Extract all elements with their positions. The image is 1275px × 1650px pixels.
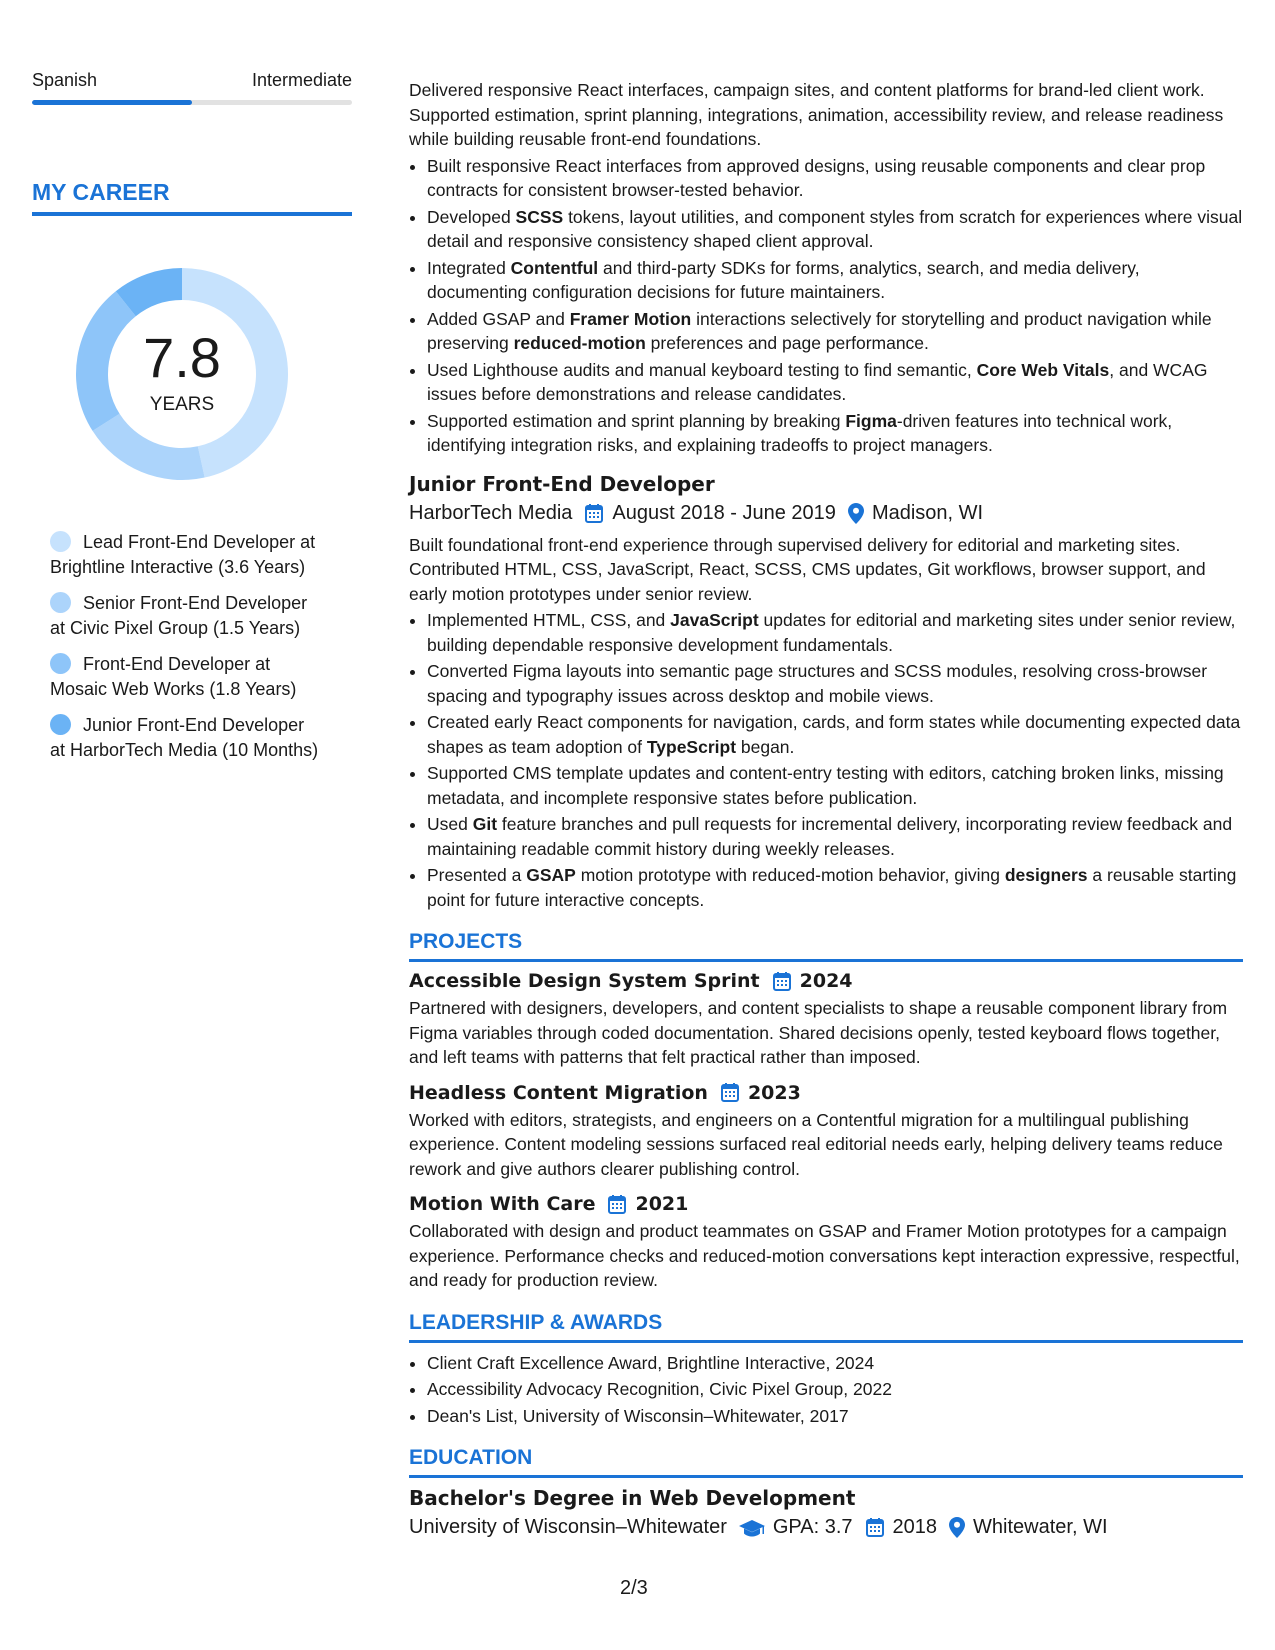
- bullet-item: [427, 205, 1243, 254]
- bullet-text: Added GSAP and: [427, 308, 570, 329]
- career-donut-chart: [66, 258, 298, 490]
- language-level: Intermediate: [251, 70, 352, 90]
- bullet-text: Supported CMS template updates and content-entry testing with editors, catching broken links, missing metadata, and incomplete responsive states before publication.: [427, 763, 1224, 808]
- bullet-text: preferences and page performance.: [645, 333, 929, 353]
- bullet-text: Implemented HTML, CSS, and: [427, 610, 671, 630]
- school-name: University of Wisconsin–Whitewater: [409, 1516, 727, 1538]
- award-item: • Dean's List, University of Wisconsin–Whitewater, 2017: [427, 1404, 1243, 1429]
- award-item: • Accessibility Advocacy Recognition, Civic Pixel Group, 2022: [427, 1377, 1243, 1402]
- language-proficiency-fill: [32, 100, 192, 105]
- legend-label: Senior Front-End Developer at Civic Pixel Group (1.5 Years): [50, 593, 308, 638]
- bullet-text: -driven features into technical work, identifying integration risks, and explaining tradeoffs to project managers.: [427, 410, 1173, 455]
- bullet-emphasis: reduced-motion: [513, 333, 646, 353]
- section-rule: [409, 959, 1243, 962]
- bullet-text: Built responsive React interfaces from approved designs, using reusable components and clear prop contracts for consistent browser-tested behavior.: [427, 155, 1206, 200]
- legend-item: [50, 713, 320, 763]
- main-content: [409, 78, 1243, 1547]
- project-title-row: [409, 1193, 1243, 1215]
- bullet-item: [427, 812, 1243, 861]
- calendar-icon: [720, 1082, 740, 1103]
- bullet-item: [427, 710, 1243, 759]
- career-legend: [32, 530, 352, 763]
- legend-label: Front-End Developer at Mosaic Web Works (1.8 Years): [50, 654, 297, 699]
- project-title: Headless Content Migration: [409, 1081, 708, 1104]
- sidebar: [32, 70, 352, 774]
- language-row: [32, 70, 352, 91]
- bullet-text: began.: [736, 736, 795, 757]
- bullet-emphasis: Git: [472, 814, 498, 834]
- legend-label: Lead Front-End Developer at Brightline Interactive (3.6 Years): [50, 532, 316, 577]
- project-description: Collaborated with design and product teammates on GSAP and Framer Motion prototypes for a campaign experience. Performance checks and reduced-motion conversations kept interaction expressive, respectful, and ready for production review.: [409, 1221, 1240, 1290]
- bullet-text: Supported estimation and sprint planning by breaking: [427, 410, 846, 431]
- bullet-text: feature branches and pull requests for incremental delivery, incorporating review feedback and maintaining readable commit history during weekly releases.: [427, 814, 1233, 859]
- calendar-icon: [865, 1517, 885, 1538]
- map-pin-icon: [949, 1517, 965, 1538]
- award-item: • Client Craft Excellence Award, Brightline Interactive, 2024: [427, 1351, 1243, 1376]
- job-bullets: [409, 608, 1243, 912]
- bullet-item: [427, 358, 1243, 407]
- project-title: Motion With Care: [409, 1193, 596, 1215]
- bullet-text: tokens, layout utilities, and component styles from scratch for experiences where visual detail and responsive consistency shaped client approval.: [427, 206, 1243, 251]
- bullet-item: [427, 256, 1243, 305]
- bullet-text: Used: [427, 814, 473, 834]
- company-name: HarborTech Media: [409, 501, 573, 524]
- bullet-emphasis: JavaScript: [670, 610, 759, 630]
- projects-heading: PROJECTS: [409, 930, 523, 953]
- bullet-item: [427, 761, 1243, 810]
- job-bullets: [409, 154, 1243, 458]
- project-year: 2024: [799, 970, 853, 992]
- awards-heading: LEADERSHIP & AWARDS: [409, 1310, 663, 1334]
- bullet-emphasis: Figma: [845, 410, 897, 431]
- legend-dot: [50, 653, 71, 674]
- language-proficiency-bar: [32, 100, 352, 105]
- bullet-text: Converted Figma layouts into semantic page structures and SCSS modules, resolving cross-browser spacing and typography issues across desktop and mobile views.: [427, 661, 1208, 706]
- project-year: 2023: [747, 1081, 801, 1104]
- legend-item: [50, 652, 320, 702]
- bullet-text: interactions selectively for storytelling and product navigation while preserving: [427, 308, 1212, 353]
- education-heading: EDUCATION: [409, 1446, 533, 1469]
- job-title: Junior Front-End Developer: [409, 471, 715, 496]
- project-description: Worked with editors, strategists, and engineers on a Contentful migration for a multilingual publishing experience. Content modeling sessions surfaced real editorial needs early, helping delivery teams reduce rework and give authors clearer publishing control.: [409, 1109, 1223, 1179]
- education-location: Whitewater, WI: [973, 1516, 1108, 1538]
- calendar-icon: [772, 971, 792, 992]
- calendar-icon: [607, 1194, 627, 1215]
- bullet-emphasis: designers: [1004, 865, 1088, 885]
- bullet-emphasis: TypeScript: [646, 736, 737, 757]
- bullet-emphasis: Framer Motion: [569, 308, 692, 329]
- bullet-item: [427, 307, 1243, 356]
- legend-dot: [50, 592, 71, 613]
- legend-item: [50, 591, 320, 641]
- bullet-text: motion prototype with reduced-motion behavior, giving: [575, 865, 1005, 885]
- page-number: 2/3: [620, 1577, 648, 1599]
- bullet-item: [427, 863, 1243, 912]
- calendar-icon: [584, 503, 604, 524]
- graduation-cap-icon: [739, 1518, 765, 1538]
- legend-item: [50, 530, 320, 580]
- gpa: GPA: 3.7: [772, 1516, 853, 1538]
- job-summary: Built foundational front-end experience through supervised delivery for editorial and marketing sites. Contributed HTML, CSS, JavaScript, React, SCSS, CMS updates, Git workflows, browser support, and early motion prototypes under senior review.: [409, 534, 1206, 604]
- bullet-text: , and WCAG issues before demonstrations and release candidates.: [427, 359, 1208, 404]
- bullet-text: Integrated: [427, 257, 511, 278]
- degree-title: Bachelor's Degree in Web Development: [409, 1486, 856, 1510]
- job-location: Madison, WI: [871, 501, 984, 524]
- bullet-text: Used Lighthouse audits and manual keyboard testing to find semantic,: [427, 359, 977, 380]
- awards-list: [409, 1351, 1243, 1429]
- career-heading-rule: [32, 212, 352, 216]
- bullet-text: Created early React components for navigation, cards, and form states while documenting expected data shapes as team adoption of: [427, 712, 1241, 757]
- career-total-unit: YEARS: [149, 394, 215, 415]
- career-total: [66, 258, 298, 490]
- legend-dot: [50, 531, 71, 552]
- projects-list: [409, 970, 1243, 1293]
- bullet-emphasis: SCSS: [515, 206, 564, 227]
- bullet-item: [427, 608, 1243, 657]
- job-meta: [409, 502, 1243, 525]
- legend-label: Junior Front-End Developer at HarborTech Media (10 Months): [50, 715, 319, 760]
- bullet-text: and third-party SDKs for forms, analytics, search, and media delivery, documenting configuration decisions for future maintainers.: [427, 257, 1140, 302]
- project-description: Partnered with designers, developers, and content specialists to shape a reusable component library from Figma variables through coded documentation. Shared decisions openly, tested keyboard flows together, and left teams with patterns that felt practical rather than imposed.: [409, 998, 1228, 1067]
- map-pin-icon: [848, 503, 864, 524]
- bullet-emphasis: Core Web Vitals: [976, 359, 1110, 380]
- bullet-emphasis: GSAP: [526, 865, 576, 885]
- legend-dot: [50, 714, 71, 735]
- graduation-year: 2018: [892, 1516, 938, 1538]
- bullet-item: [427, 409, 1243, 458]
- bullet-text: Presented a: [427, 865, 527, 885]
- bullet-text: Developed: [427, 206, 516, 227]
- education-meta: [409, 1516, 1243, 1539]
- bullet-item: [427, 659, 1243, 708]
- career-total-value: 7.8: [143, 326, 221, 389]
- job-dates: August 2018 - June 2019: [612, 501, 836, 524]
- project-title-row: [409, 970, 1243, 992]
- job-summary: Delivered responsive React interfaces, campaign sites, and content platforms for brand-led client work. Supported estimation, sprint planning, integrations, animation, accessibility review, and release readiness while building reusable front-end foundations.: [409, 80, 1224, 149]
- section-rule: [409, 1475, 1243, 1478]
- project-year: 2021: [635, 1193, 689, 1215]
- section-rule: [409, 1340, 1243, 1343]
- project-title-row: [409, 1082, 1243, 1104]
- language-name: Spanish: [32, 70, 98, 90]
- career-heading: MY CAREER: [32, 179, 170, 205]
- bullet-text: a reusable starting point for future interactive concepts.: [427, 865, 1237, 910]
- bullet-emphasis: Contentful: [510, 257, 599, 278]
- bullet-item: [427, 154, 1243, 203]
- bullet-text: updates for editorial and marketing sites under senior review, building dependable responsive development fundamentals.: [427, 610, 1236, 655]
- project-title: Accessible Design System Sprint: [409, 970, 760, 992]
